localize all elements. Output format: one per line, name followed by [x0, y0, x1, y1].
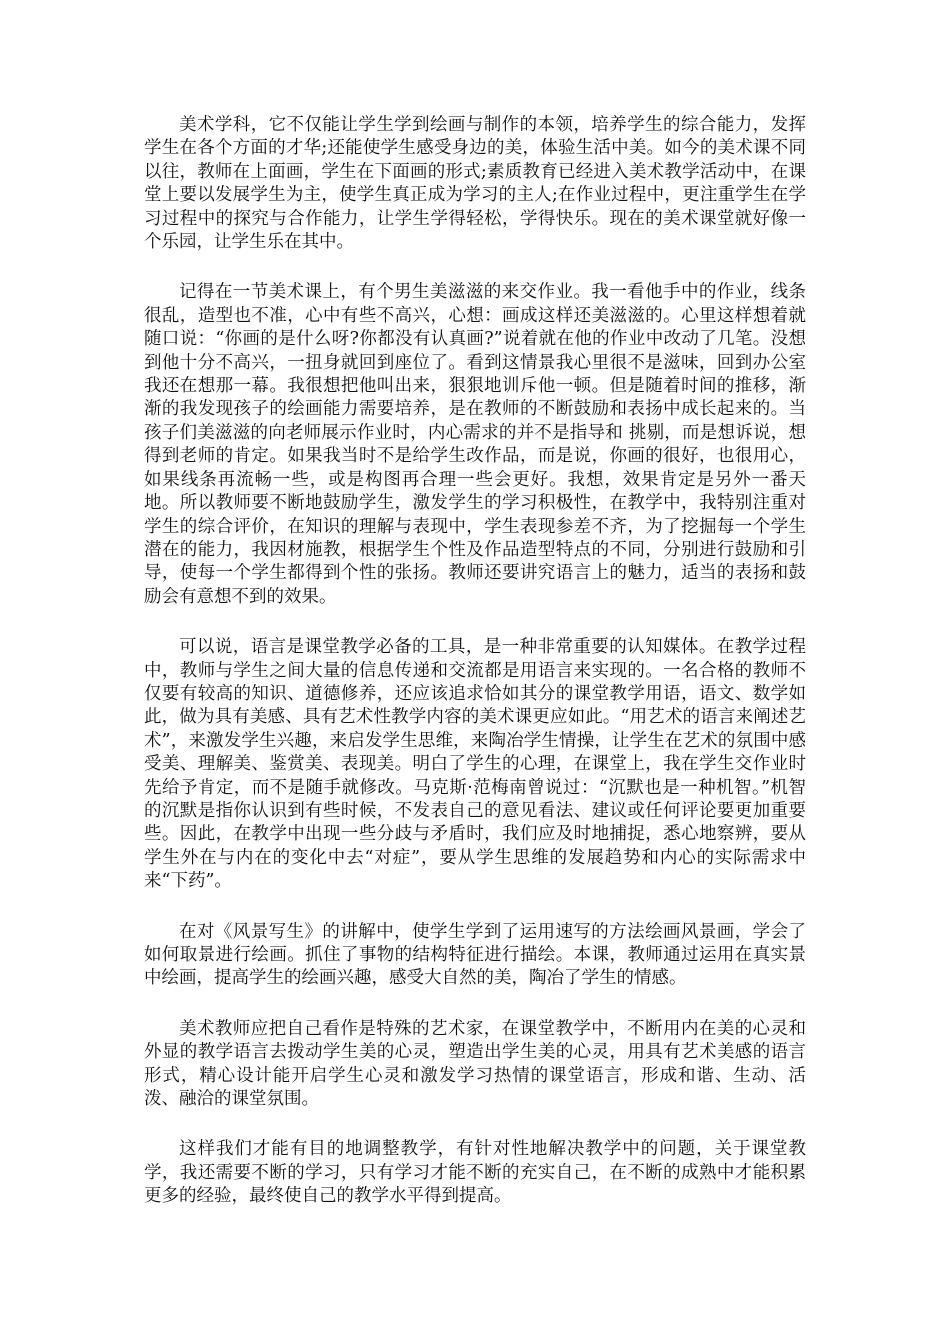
document-body	[144, 114, 806, 1209]
paragraph-2: 记得在一节美术课上，有个男生美滋滋的来交作业。我一看他手中的作业，线条很乱，造型也不准，心中有些不高兴，心想：画成这样还美滋滋的。心里这样想着就随口说：“你画的是什么呀?你都没有认真画?”说着就在他的作业中改动了几笔。没想到他十分不高兴，一扭身就回到座位了。看到这情景我心里很不是滋味，回到办公室我还在想那一幕。我很想把他叫出来，狠狠地训斥他一顿。但是随着时间的推移，渐渐的我发现孩子的绘画能力需要培养，是在教师的不断鼓励和表扬中成长起来的。当孩子们美滋滋的向老师展示作业时，内心需求的并不是指导和 挑剔，而是想诉说，想得到老师的肯定。如果我当时不是给学生改作品，而是说，你画的很好，也很用心，如果线条再流畅一些，或是构图再合理一些会更好。我想，效果肯定是另外一番天地。所以教师要不断地鼓励学生，激发学生的学习积极性，在教学中，我特别注重对学生的综合评价，在知识的理解与表现中，学生表现参差不齐，为了挖掘每一个学生潜在的能力，我因材施教，根据学生个性及作品造型特点的不同，分别进行鼓励和引导，使每一个学生都得到个性的张扬。教师还要讲究语言上的魅力，适当的表扬和鼓励会有意想不到的效果。	[144, 282, 806, 607]
paragraph-3: 可以说，语言是课堂教学必备的工具，是一种非常重要的认知媒体。在教学过程中，教师与学生之间大量的信息传递和交流都是用语言来实现的。一名合格的教师不仅要有较高的知识、道德修养，还应该追求恰如其分的课堂教学用语，语文、数学如此，做为具有美感、具有艺术性教学内容的美术课更应如此。“用艺术的语言来阐述艺术”，来激发学生兴趣，来启发学生思维，来陶冶学生情操，让学生在艺术的氛围中感受美、理解美、鉴赏美、表现美。明白了学生的心理，在课堂上，我在学生交作业时先给予肯定，而不是随手就修改。马克斯·范梅南曾说过：“沉默也是一种机智。”机智的沉默是指你认识到有些时候，不发表自己的意见看法、建议或任何评论要更加重要些。因此，在教学中出现一些分歧与矛盾时，我们应及时地捕捉，悉心地察辨，要从学生外在与内在的变化中去“对症”，要从学生思维的发展趋势和内心的实际需求中来“下药”。	[144, 637, 806, 892]
paragraph-4: 在对《风景写生》的讲解中，使学生学到了运用速写的方法绘画风景画，学会了如何取景进行绘画。抓住了事物的结构特征进行描绘。本课，教师通过运用在真实景中绘画，提高学生的绘画兴趣，感受大自然的美，陶冶了学生的情感。	[144, 921, 806, 989]
paragraph-6: 这样我们才能有目的地调整教学，有针对性地解决教学中的问题，关于课堂教学，我还需要不断的学习，只有学习才能不断的充实自己，在不断的成熟中才能积累更多的经验，最终使自己的教学水平得到提高。	[144, 1139, 806, 1207]
paragraph-5: 美术教师应把自己看作是特殊的艺术家，在课堂教学中，不断用内在美的心灵和外显的教学语言去拨动学生美的心灵，塑造出学生美的心灵，用具有艺术美感的语言形式，精心设计能开启学生心灵和激发学习热情的课堂语言，形成和谐、生动、活泼、融洽的课堂氛围。	[144, 1018, 806, 1110]
paragraph-1: 美术学科，它不仅能让学生学到绘画与制作的本领，培养学生的综合能力，发挥学生在各个方面的才华;还能使学生感受身边的美，体验生活中美。如今的美术课不同以往，教师在上面画，学生在下面画的形式;素质教育已经进入美术教学活动中，在课堂上要以发展学生为主，使学生真正成为学习的主人;在作业过程中，更注重学生在学习过程中的探究与合作能力，让学生学得轻松，学得快乐。现在的美术课堂就好像一个乐园，让学生乐在其中。	[144, 115, 806, 253]
